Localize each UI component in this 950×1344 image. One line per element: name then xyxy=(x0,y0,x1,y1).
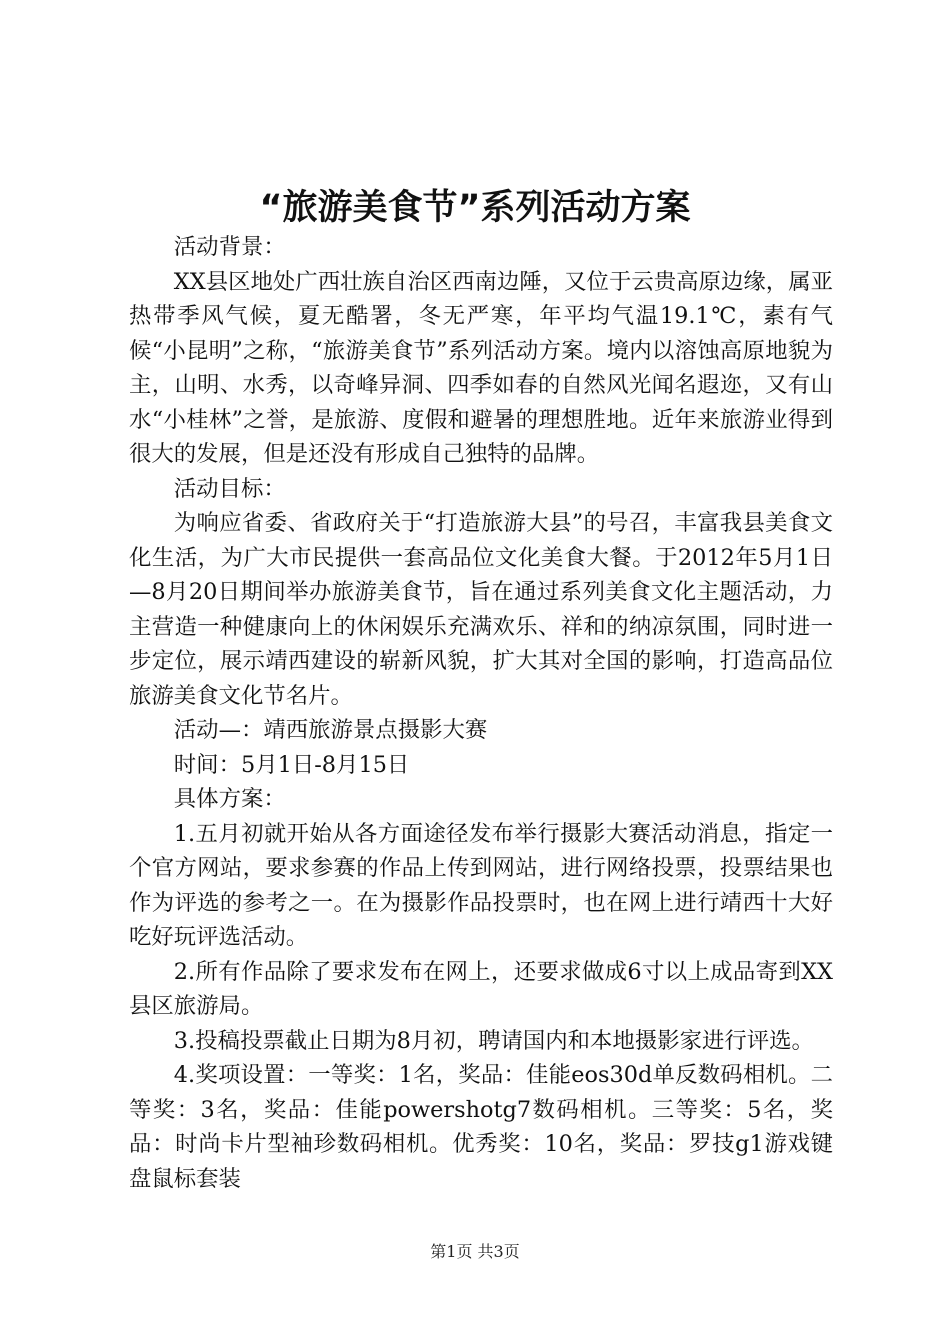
plan-item-2: 2.所有作品除了要求发布在网上，还要求做成6寸以上成品寄到XX县区旅游局。 xyxy=(129,958,833,1019)
plan-item-3: 3.投稿投票截止日期为8月初，聘请国内和本地摄影家进行评选。 xyxy=(173,1027,814,1054)
activity-one-time: 时间：5月1日-8月15日 xyxy=(173,751,410,778)
paragraph-background: XX县区地处广西壮族自治区西南边陲，又位于云贵高原边缘，属亚热带季风气候，夏无酷署，冬无严寒，年平均气温19.1℃，素有气候“小昆明”之称，“旅游美食节”系列活动方案。境内以溶蚀高原地貌为主，山明、水秀，以奇峰异洞、四季如春的自然风光闻名遐迩，又有山水“小桂林”之誉，是旅游、度假和避暑的理想胜地。近年来旅游业得到很大的发展，但是还没有形成自己独特的品牌。 xyxy=(129,268,833,467)
document-title: “旅游美食节”系列活动方案 xyxy=(259,188,691,228)
plan-item-4: 4.奖项设置：一等奖：1名，奖品：佳能eos30d单反数码相机。二等奖：3名，奖品：佳能powershotg7数码相机。三等奖：5名，奖品：时尚卡片型袖珍数码相机。优秀奖：10名，奖品：罗技g1游戏键盘鼠标套装 xyxy=(129,1062,833,1192)
plan-heading: 具体方案： xyxy=(173,786,286,812)
section-heading-background: 活动背景： xyxy=(173,234,286,260)
paragraph-goal: 为响应省委、省政府关于“打造旅游大县”的号召，丰富我县美食文化生活，为广大市民提供一套高品位文化美食大餐。于2012年5月1日—8月20日期间举办旅游美食节，旨在通过系列美食文化主题活动，力主营造一种健康向上的休闲娱乐充满欢乐、祥和的纳凉氛围，同时进一步定位，展示靖西建设的崭新风貌，扩大其对全国的影响，打造高品位旅游美食文化节名片。 xyxy=(129,510,833,709)
activity-one-heading: 活动—：靖西旅游景点摄影大赛 xyxy=(173,717,488,743)
section-heading-goal: 活动目标： xyxy=(173,475,286,502)
document-body xyxy=(129,230,833,1196)
page-footer: 第1页 共3页 xyxy=(430,1242,520,1261)
plan-item-1: 1.五月初就开始从各方面途径发布举行摄影大赛活动消息，指定一个官方网站，要求参赛的作品上传到网站，进行网络投票，投票结果也作为评选的参考之一。在为摄影作品投票时，也在网上进行靖西十大好吃好玩评选活动。 xyxy=(129,820,833,950)
